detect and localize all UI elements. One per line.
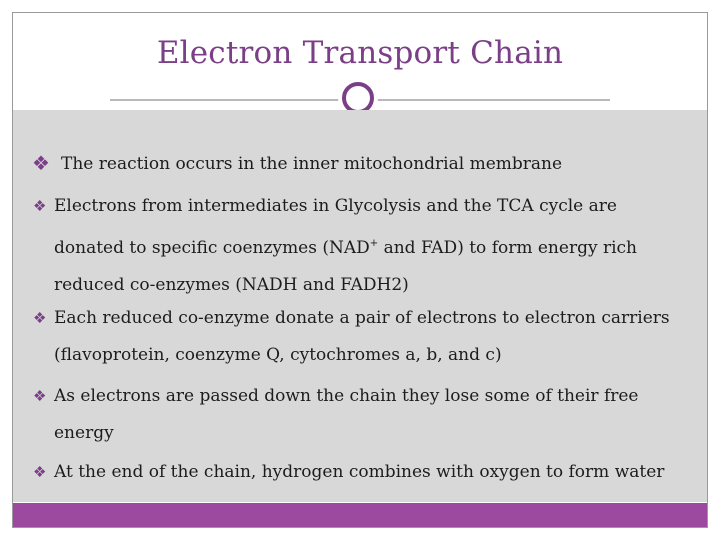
bullet-text: The reaction occurs in the inner mitochondrial membrane: [61, 154, 563, 174]
bottom-accent-bar: [13, 503, 707, 527]
diamond-bullet-icon: ❖: [33, 463, 47, 481]
diamond-bullet-icon: ❖: [33, 197, 47, 215]
bullet-item: [13, 188, 703, 304]
bullet-text-continued: energy: [54, 423, 114, 443]
bullet-text-continued: donated to specific coenzymes (NAD+ and FAD) to form energy rich: [54, 238, 637, 258]
bullet-text-continued: (flavoprotein, coenzyme Q, cytochromes a, b, and c): [54, 345, 502, 365]
diamond-bullet-icon: ❖: [32, 151, 50, 175]
slide-title: Electron Transport Chain: [156, 35, 564, 71]
bullet-item: [13, 300, 703, 374]
bullet-item: [13, 146, 703, 183]
bullet-text: Electrons from intermediates in Glycolysis and the TCA cycle are: [54, 196, 617, 216]
bullet-text-continued: reduced co-enzymes (NADH and FADH2): [54, 275, 409, 295]
bullet-text: As electrons are passed down the chain they lose some of their free: [54, 386, 639, 406]
slide: [12, 12, 708, 528]
bullet-item: [13, 378, 703, 452]
content-area: [13, 110, 707, 502]
diamond-bullet-icon: ❖: [33, 309, 47, 327]
bullet-text: Each reduced co-enzyme donate a pair of electrons to electron carriers: [54, 308, 670, 328]
bullet-text: At the end of the chain, hydrogen combines with oxygen to form water: [54, 462, 665, 482]
diamond-bullet-icon: ❖: [33, 387, 47, 405]
bullet-item: [13, 454, 703, 491]
